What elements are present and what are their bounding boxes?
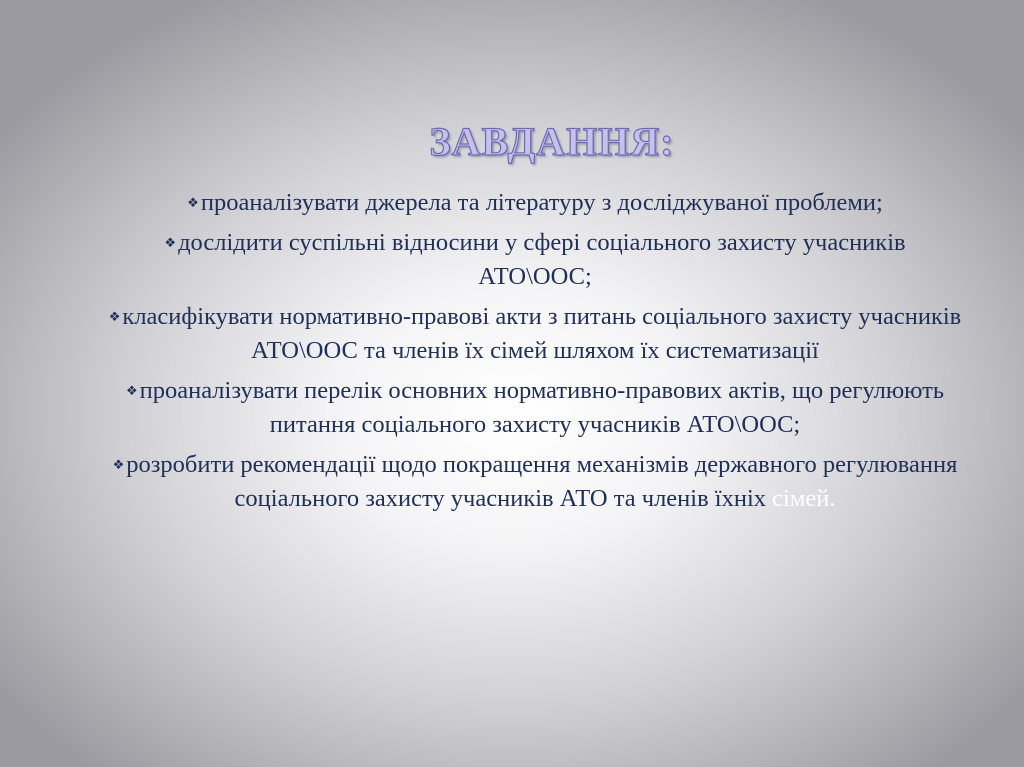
diamond-bullet-icon: ❖ <box>164 235 177 250</box>
task-text: розробити рекомендації щодо покращення механізмів державного регулювання соціального захисту учасників АТО та членів їхніх <box>126 451 958 512</box>
task-text-faded-tail: сімей. <box>772 485 836 512</box>
task-item <box>105 226 965 294</box>
diamond-bullet-icon: ❖ <box>125 383 138 398</box>
task-item <box>105 374 965 442</box>
slide-title: ЗАВДАННЯ: <box>429 119 675 164</box>
task-text: дослідити суспільні відносини у сфері соціального захисту учасників АТО\ООС; <box>178 229 906 290</box>
diamond-bullet-icon: ❖ <box>112 457 125 472</box>
task-item <box>105 186 965 220</box>
diamond-bullet-icon: ❖ <box>187 195 199 210</box>
task-text: проаналізувати перелік основних нормативно-правових актів, що регулюють питання соціального захисту учасників АТО\ООС; <box>139 377 945 438</box>
task-list <box>105 186 965 522</box>
task-text: проаналізувати джерела та літературу з досліджуваної проблеми; <box>200 189 883 216</box>
task-item <box>105 300 965 368</box>
task-text: класифікувати нормативно-правові акти з питань соціального захисту учасників АТО\ООС та членів їх сімей шляхом їх систематизації <box>122 303 962 364</box>
task-item <box>105 448 965 516</box>
diamond-bullet-icon: ❖ <box>108 309 121 324</box>
